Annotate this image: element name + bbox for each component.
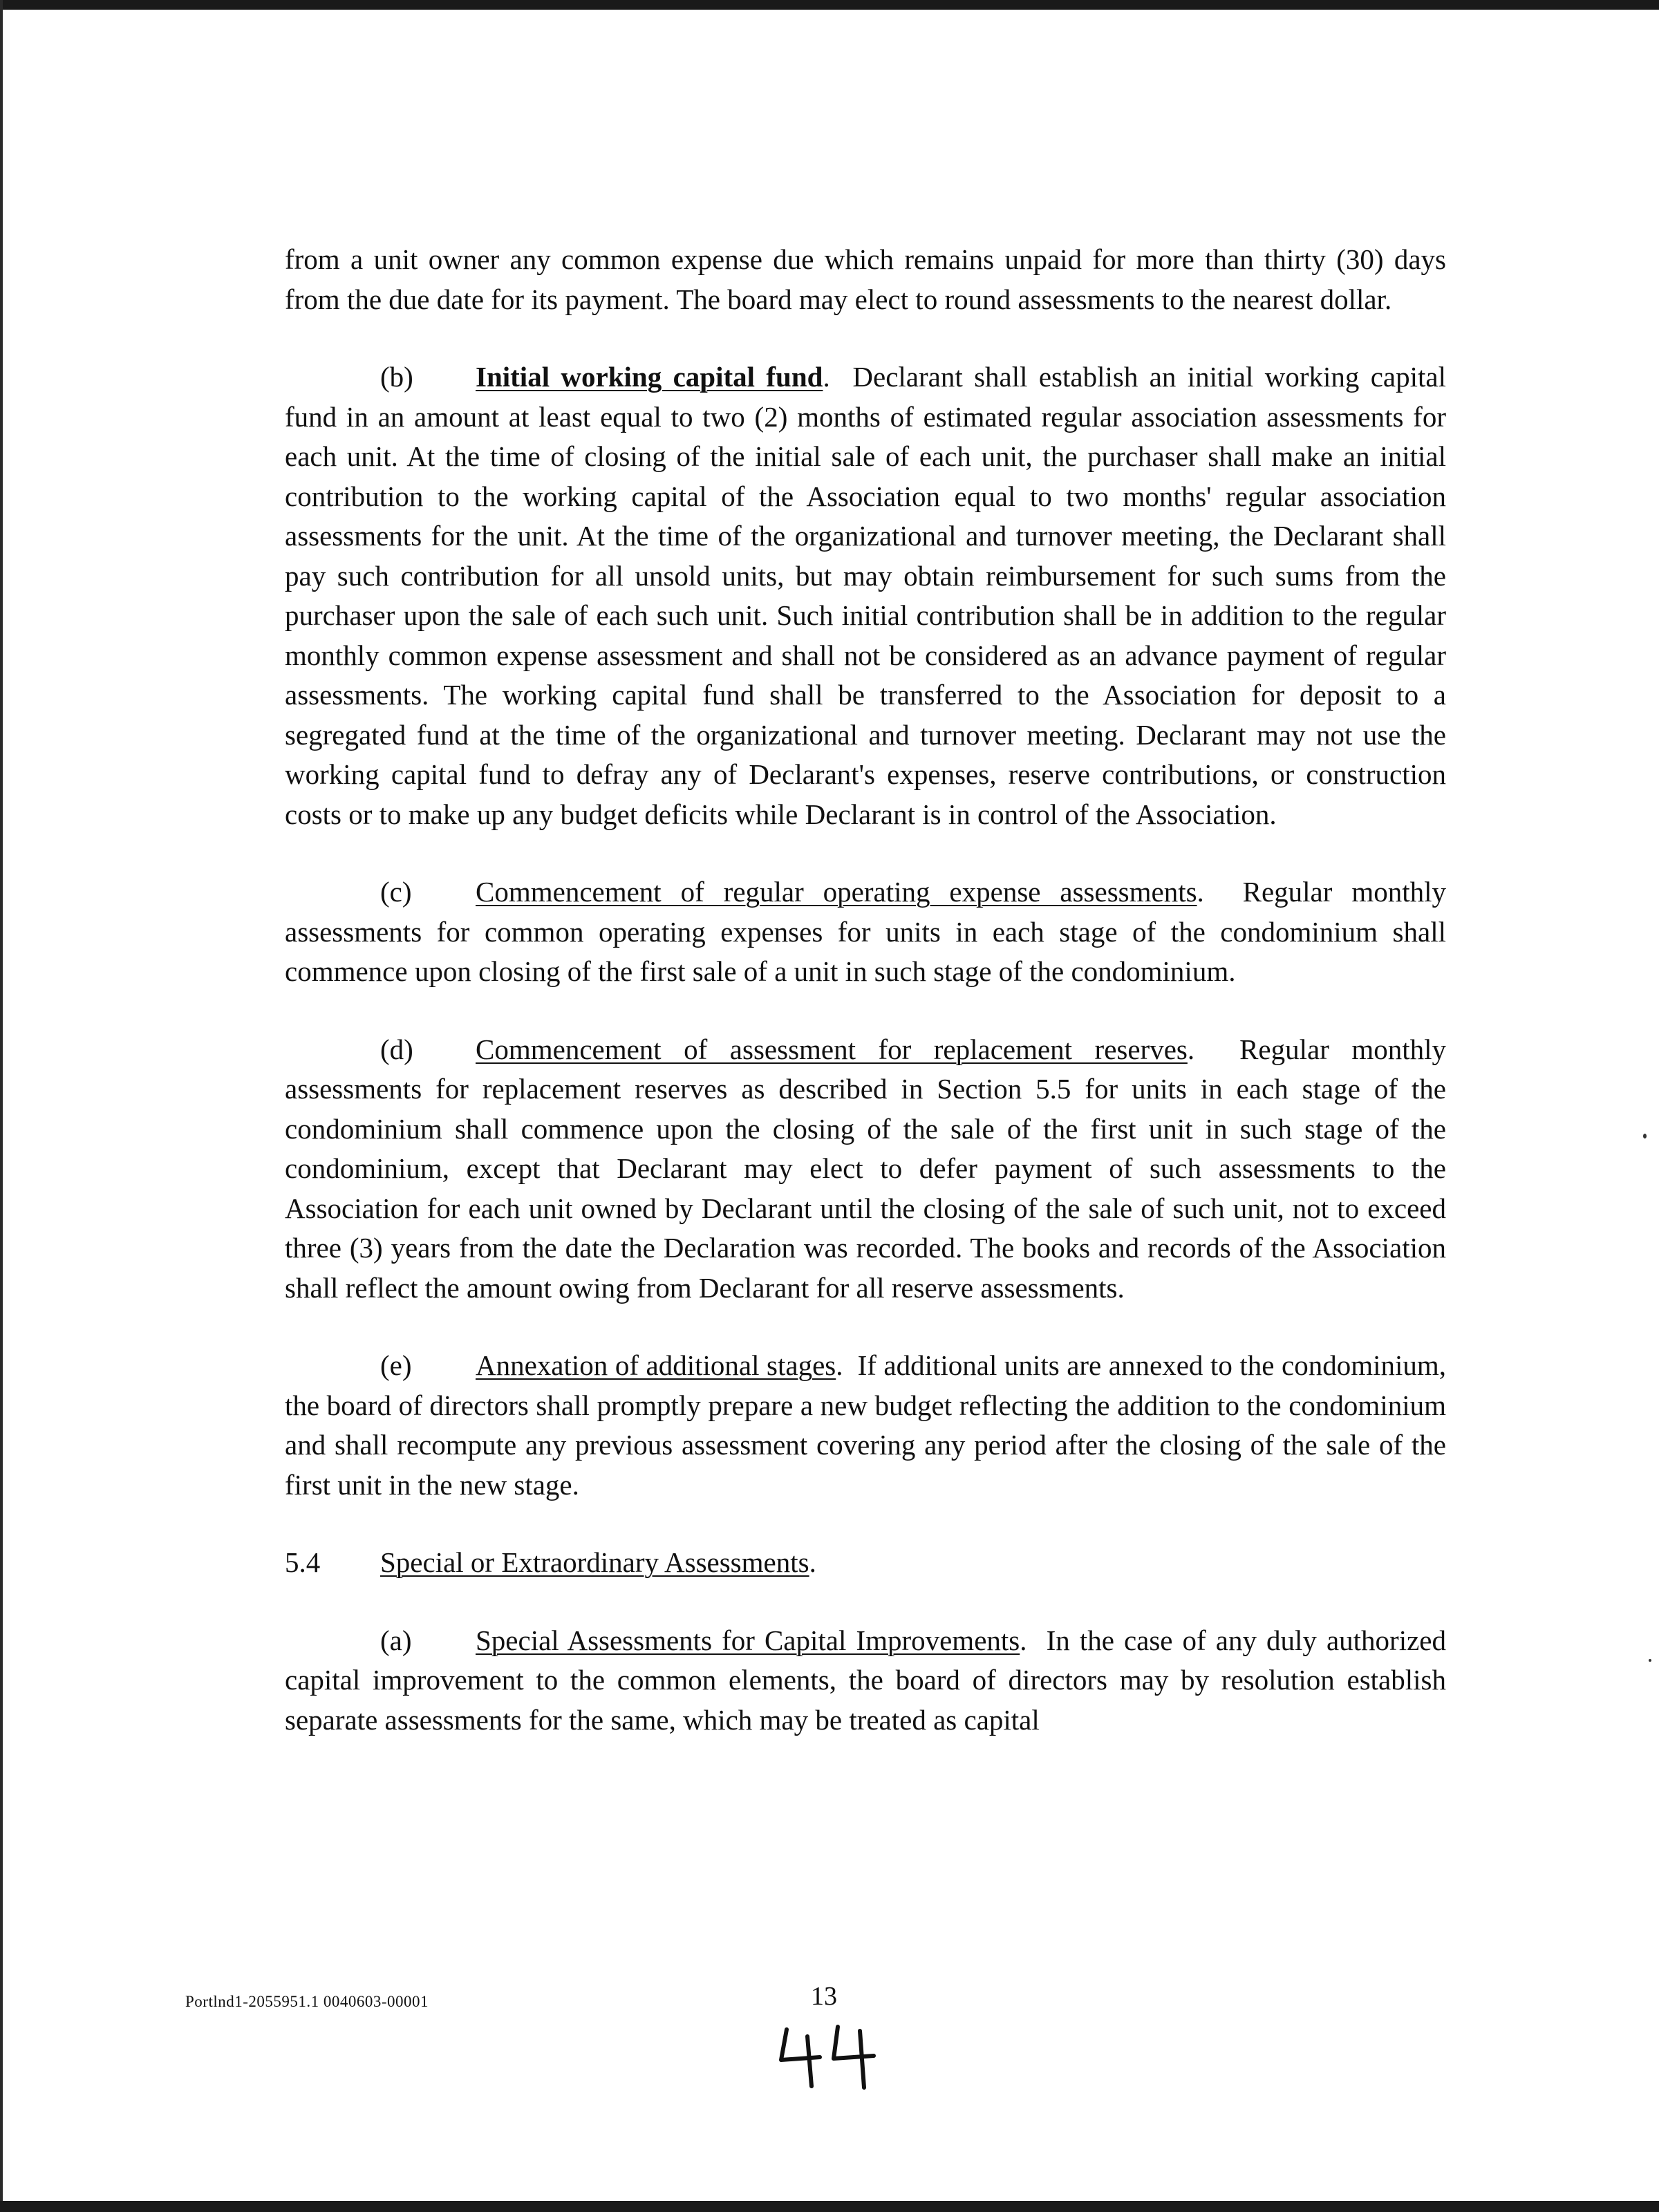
paragraph-body: In the case of any duly authorized capital improvement to the common elements, the board of directors may by resolution establish separate assessments for the same, which may be treated as capital [285,1624,1446,1736]
paragraph-marker: (a) [380,1624,412,1656]
paragraph-heading: Initial working capital fund [476,361,823,393]
scan-edge-top [0,0,1659,10]
paragraph-b: (b) Initial working capital fund. Declarant shall establish an initial working capital fund in an amount at least equal to two (2) months of estimated regular association assessments for each unit. At the time of closing of the initial sale of each unit, the purchaser shall make an initial contribution to the working capital of the Association equal to two months' regular association assessments for the unit. At the time of the organizational and turnover meeting, the Declarant shall pay such contribution for all unsold units, but may obtain reimbursement for such sums from the purchaser upon the sale of each such unit. Such initial contribution shall be in addition to the regular monthly common expense assessment and shall not be considered as an advance payment of regular assessments. The working capital fund shall be transferred to the Association for deposit to a segregated fund at the time of the organizational and turnover meeting. Declarant may not use the working capital fund to defray any of Declarant's expenses, reserve contributions, or construction costs or to make up any budget deficits while Declarant is in control of the Association. [285,357,1446,834]
paragraph-heading: Commencement of regular operating expense assessments [476,876,1197,908]
paragraph-c: (c) Commencement of regular operating expense assessments. Regular monthly assessments for common operating expenses for units in each stage of the condominium shall commence upon closing of the first sale of a unit in such stage of the condominium. [285,872,1446,992]
paragraph-marker: (e) [380,1349,412,1381]
section-number: 5.4 [285,1546,321,1578]
paragraph-heading: Special Assessments for Capital Improvements [476,1624,1020,1656]
paragraph-d: (d) Commencement of assessment for replacement reserves. Regular monthly assessments for replacement reserves as described in Section 5.5 for units in each stage of the condominium shall commence upon the closing of the sale of the first unit in such stage of the condominium, except that Declarant may elect to defer payment of such assessments to the Association for each unit owned by Declarant until the closing of the sale of such unit, not to exceed three (3) years from the date the Declaration was recorded. The books and records of the Association shall reflect the amount owing from Declarant for all reserve assessments. [285,1030,1446,1309]
section-title: Special or Extraordinary Assessments [380,1546,809,1578]
scan-speck [1649,1659,1651,1662]
paragraph-body: Regular monthly assessments for common operating expenses for units in each stage of the condominium shall commence upon closing of the first sale of a unit in such stage of the condominium. [285,876,1446,987]
subsection-a: (a) Special Assessments for Capital Improvements. In the case of any duly authorized capital improvement to the common elements, the board of directors may by resolution establish separate assessments for the same, which may be treated as capital [285,1621,1446,1741]
section-heading: 5.4 Special or Extraordinary Assessments. [285,1543,1446,1583]
handwritten-page-number [774,2017,885,2093]
scan-speck [1643,1134,1647,1138]
page-number: 13 [811,1982,837,2011]
scan-edge-left [0,0,3,2212]
paragraph-heading: Commencement of assessment for replacement reserves [476,1033,1188,1065]
paragraph-body: If additional units are annexed to the condominium, the board of directors shall promptly prepare a new budget reflecting the addition to the condominium and shall recompute any previous assessment covering any period after the closing of the sale of the first unit in the new stage. [285,1349,1447,1501]
paragraph-marker: (c) [380,876,412,908]
page-body [285,240,1446,1778]
paragraph-marker: (d) [380,1033,413,1065]
paragraph-heading: Annexation of additional stages [476,1349,836,1381]
paragraph-body: Regular monthly assessments for replacement reserves as described in Section 5.5 for units in each stage of the condominium shall commence upon the closing of the sale of the first unit in such stage of the condominium, except that Declarant may elect to defer payment of such assessments to the Association for each unit owned by Declarant until the closing of the sale of such unit, not to exceed three (3) years from the date the Declaration was recorded. The books and records of the Association shall reflect the amount owing from Declarant for all reserve assessments. [285,1033,1446,1304]
footer-document-id: Portlnd1-2055951.1 0040603-00001 [185,1993,429,2010]
continuation-paragraph: from a unit owner any common expense due which remains unpaid for more than thirty (30) days from the due date for its payment. The board may elect to round assessments to the nearest dollar. [285,243,1446,315]
paragraph-body: Declarant shall establish an initial working capital fund in an amount at least equal to two (2) months of estimated regular association assessments for each unit. At the time of closing of the initial sale of each unit, the purchaser shall make an initial contribution to the working capital of the Association equal to two months' regular association assessments for the unit. At the time of the organizational and turnover meeting, the Declarant shall pay such contribution for all unsold units, but may obtain reimbursement for such sums from the purchaser upon the sale of each such unit. Such initial contribution shall be in addition to the regular monthly common expense assessment and shall not be considered as an advance payment of regular assessments. The working capital fund shall be transferred to the Association for deposit to a segregated fund at the time of the organizational and turnover meeting. Declarant may not use the working capital fund to defray any of Declarant's expenses, reserve contributions, or construction costs or to make up any budget deficits while Declarant is in control of the Association. [285,361,1447,830]
paragraph-e: (e) Annexation of additional stages. If additional units are annexed to the condominium, the board of directors shall promptly prepare a new budget reflecting the addition to the condominium and shall recompute any previous assessment covering any period after the closing of the sale of the first unit in the new stage. [285,1346,1446,1505]
scan-edge-bottom [0,2201,1659,2212]
paragraph-marker: (b) [380,361,413,393]
